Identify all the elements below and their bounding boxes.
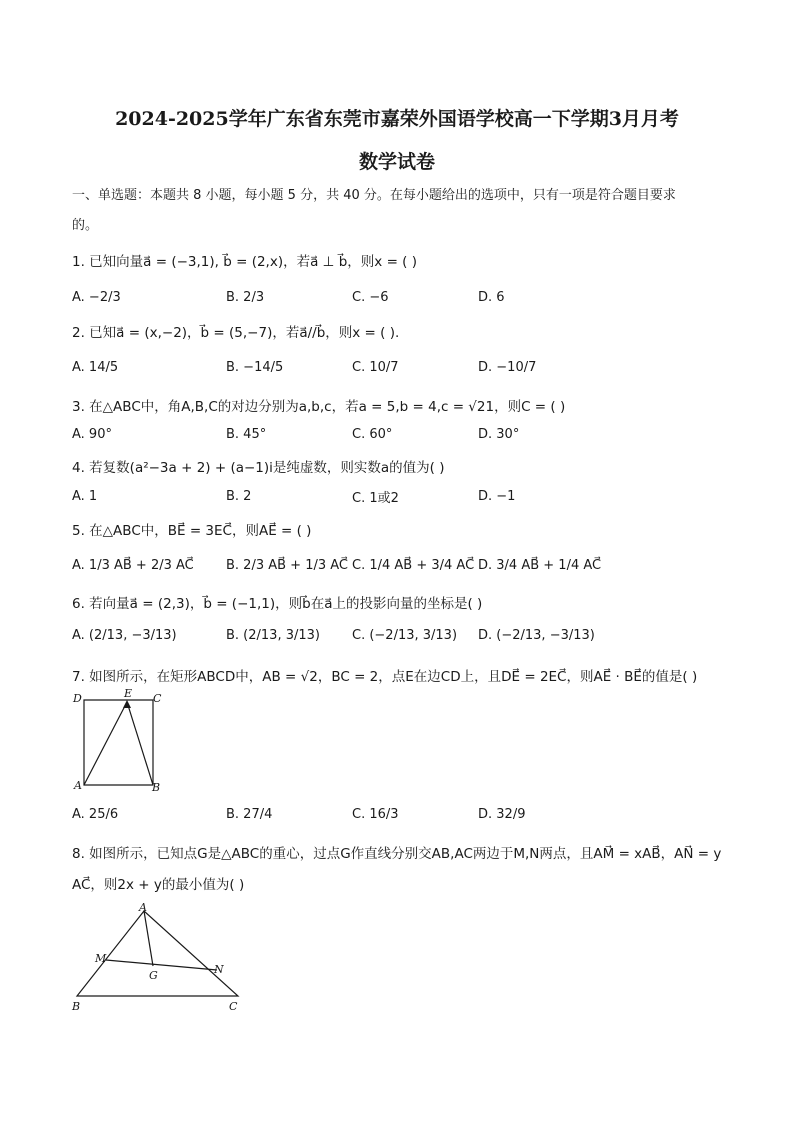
section-instruction-line2: 的。	[72, 218, 99, 233]
question-1-options	[72, 283, 732, 311]
q7-option-a[interactable]: A. 25/6	[72, 806, 119, 822]
q7-label-d: D	[73, 692, 82, 705]
q1-option-a[interactable]: A. −2/3	[72, 289, 121, 305]
q8-label-c: C	[229, 1000, 238, 1013]
section-instruction	[72, 181, 722, 241]
q4-option-d[interactable]: D. −1	[478, 488, 516, 504]
q7-rectangle-figure	[70, 688, 170, 796]
q5-option-c[interactable]: C. 1/4 AB⃗ + 3/4 AC⃗	[352, 557, 475, 573]
question-4-stem: 4. 若复数(a²−3a + 2) + (a−1)i是纯虚数，则实数a的值为( )	[72, 460, 445, 476]
q1-option-c[interactable]: C. −6	[352, 289, 389, 305]
question-7-stem: 7. 如图所示，在矩形ABCD中，AB = √2，BC = 2，点E在边CD上，且DE⃗ = 2EC⃗，则AE⃗ · BE⃗的值是( )	[72, 669, 698, 685]
question-3-stem: 3. 在△ABC中，角A,B,C的对边分别为a,b,c，若a = 5,b = 4,c = √21，则C = ( )	[72, 399, 566, 415]
q3-option-a[interactable]: A. 90°	[72, 426, 112, 442]
q8-label-a: A	[139, 901, 147, 914]
q2-option-a[interactable]: A. 14/5	[72, 359, 119, 375]
q7-label-e: E	[124, 688, 133, 700]
q7-option-b[interactable]: B. 27/4	[226, 806, 273, 822]
q8-label-m: M	[95, 952, 107, 965]
rectangle-abcd	[84, 700, 153, 785]
q5-option-b[interactable]: B. 2/3 AB⃗ + 1/3 AC⃗	[226, 557, 349, 573]
segment-ag	[144, 911, 153, 966]
q8-triangle-figure	[66, 900, 256, 1018]
q4-option-b[interactable]: B. 2	[226, 488, 252, 504]
q1-option-b[interactable]: B. 2/3	[226, 289, 265, 305]
question-8-stem-line1: 8. 如图所示，已知点G是△ABC的重心，过点G作直线分别交AB,AC两边于M,N两点，且AM⃗ = xAB⃗，AN⃗ = y	[72, 846, 722, 862]
question-2-stem: 2. 已知a⃗ = (x,−2)，b⃗ = (5,−7)，若a⃗//b⃗，则x = ( ).	[72, 325, 400, 341]
question-7-options	[72, 800, 732, 828]
q2-option-c[interactable]: C. 10/7	[352, 359, 399, 375]
q7-option-d[interactable]: D. 32/9	[478, 806, 526, 822]
question-5-options	[72, 551, 732, 579]
section-instruction-line1: 一、单选题：本题共 8 小题，每小题 5 分，共 40 分。在每小题给出的选项中，只有一项是符合题目要求	[72, 188, 676, 203]
arrowhead-e	[123, 700, 131, 708]
question-3-options	[72, 420, 732, 448]
question-1-stem: 1. 已知向量a⃗ = (−3,1), b⃗ = (2,x)，若a⃗ ⊥ b⃗，则x = ( )	[72, 254, 417, 270]
q6-option-b[interactable]: B. (2/13, 3/13)	[226, 627, 320, 643]
q8-label-g: G	[149, 969, 158, 982]
exam-subtitle: 数学试卷	[358, 151, 435, 173]
q7-label-c: C	[153, 692, 162, 705]
question-5-stem: 5. 在△ABC中，BE⃗ = 3EC⃗，则AE⃗ = ( )	[72, 523, 312, 539]
exam-title: 2024-2025学年广东省东莞市嘉荣外国语学校高一下学期3月月考	[115, 108, 679, 130]
q3-option-c[interactable]: C. 60°	[352, 426, 393, 442]
q8-label-n: N	[214, 963, 224, 976]
question-2-options	[72, 353, 732, 381]
segment-be	[127, 702, 153, 785]
q5-option-d[interactable]: D. 3/4 AB⃗ + 1/4 AC⃗	[478, 557, 602, 573]
q6-option-a[interactable]: A. (2/13, −3/13)	[72, 627, 177, 643]
q7-option-c[interactable]: C. 16/3	[352, 806, 399, 822]
question-4-options	[72, 482, 732, 510]
q7-label-a: A	[74, 779, 82, 792]
q3-option-d[interactable]: D. 30°	[478, 426, 520, 442]
q4-option-c[interactable]: C. 1或2	[352, 490, 399, 506]
question-8-stem-line2: AC⃗，则2x + y的最小值为( )	[72, 877, 245, 893]
q8-label-b: B	[72, 1000, 81, 1013]
q2-option-b[interactable]: B. −14/5	[226, 359, 284, 375]
segment-ae	[84, 702, 127, 785]
question-6-stem: 6. 若向量a⃗ = (2,3)，b⃗ = (−1,1)，则b⃗在a⃗上的投影向量的坐标是( )	[72, 596, 483, 612]
q4-option-a[interactable]: A. 1	[72, 488, 98, 504]
q5-option-a[interactable]: A. 1/3 AB⃗ + 2/3 AC⃗	[72, 557, 194, 573]
q7-label-b: B	[152, 781, 161, 794]
q6-option-d[interactable]: D. (−2/13, −3/13)	[478, 627, 595, 643]
q3-option-b[interactable]: B. 45°	[226, 426, 267, 442]
question-6-options	[72, 621, 732, 649]
q1-option-d[interactable]: D. 6	[478, 289, 505, 305]
q2-option-d[interactable]: D. −10/7	[478, 359, 537, 375]
q6-option-c[interactable]: C. (−2/13, 3/13)	[352, 627, 458, 643]
